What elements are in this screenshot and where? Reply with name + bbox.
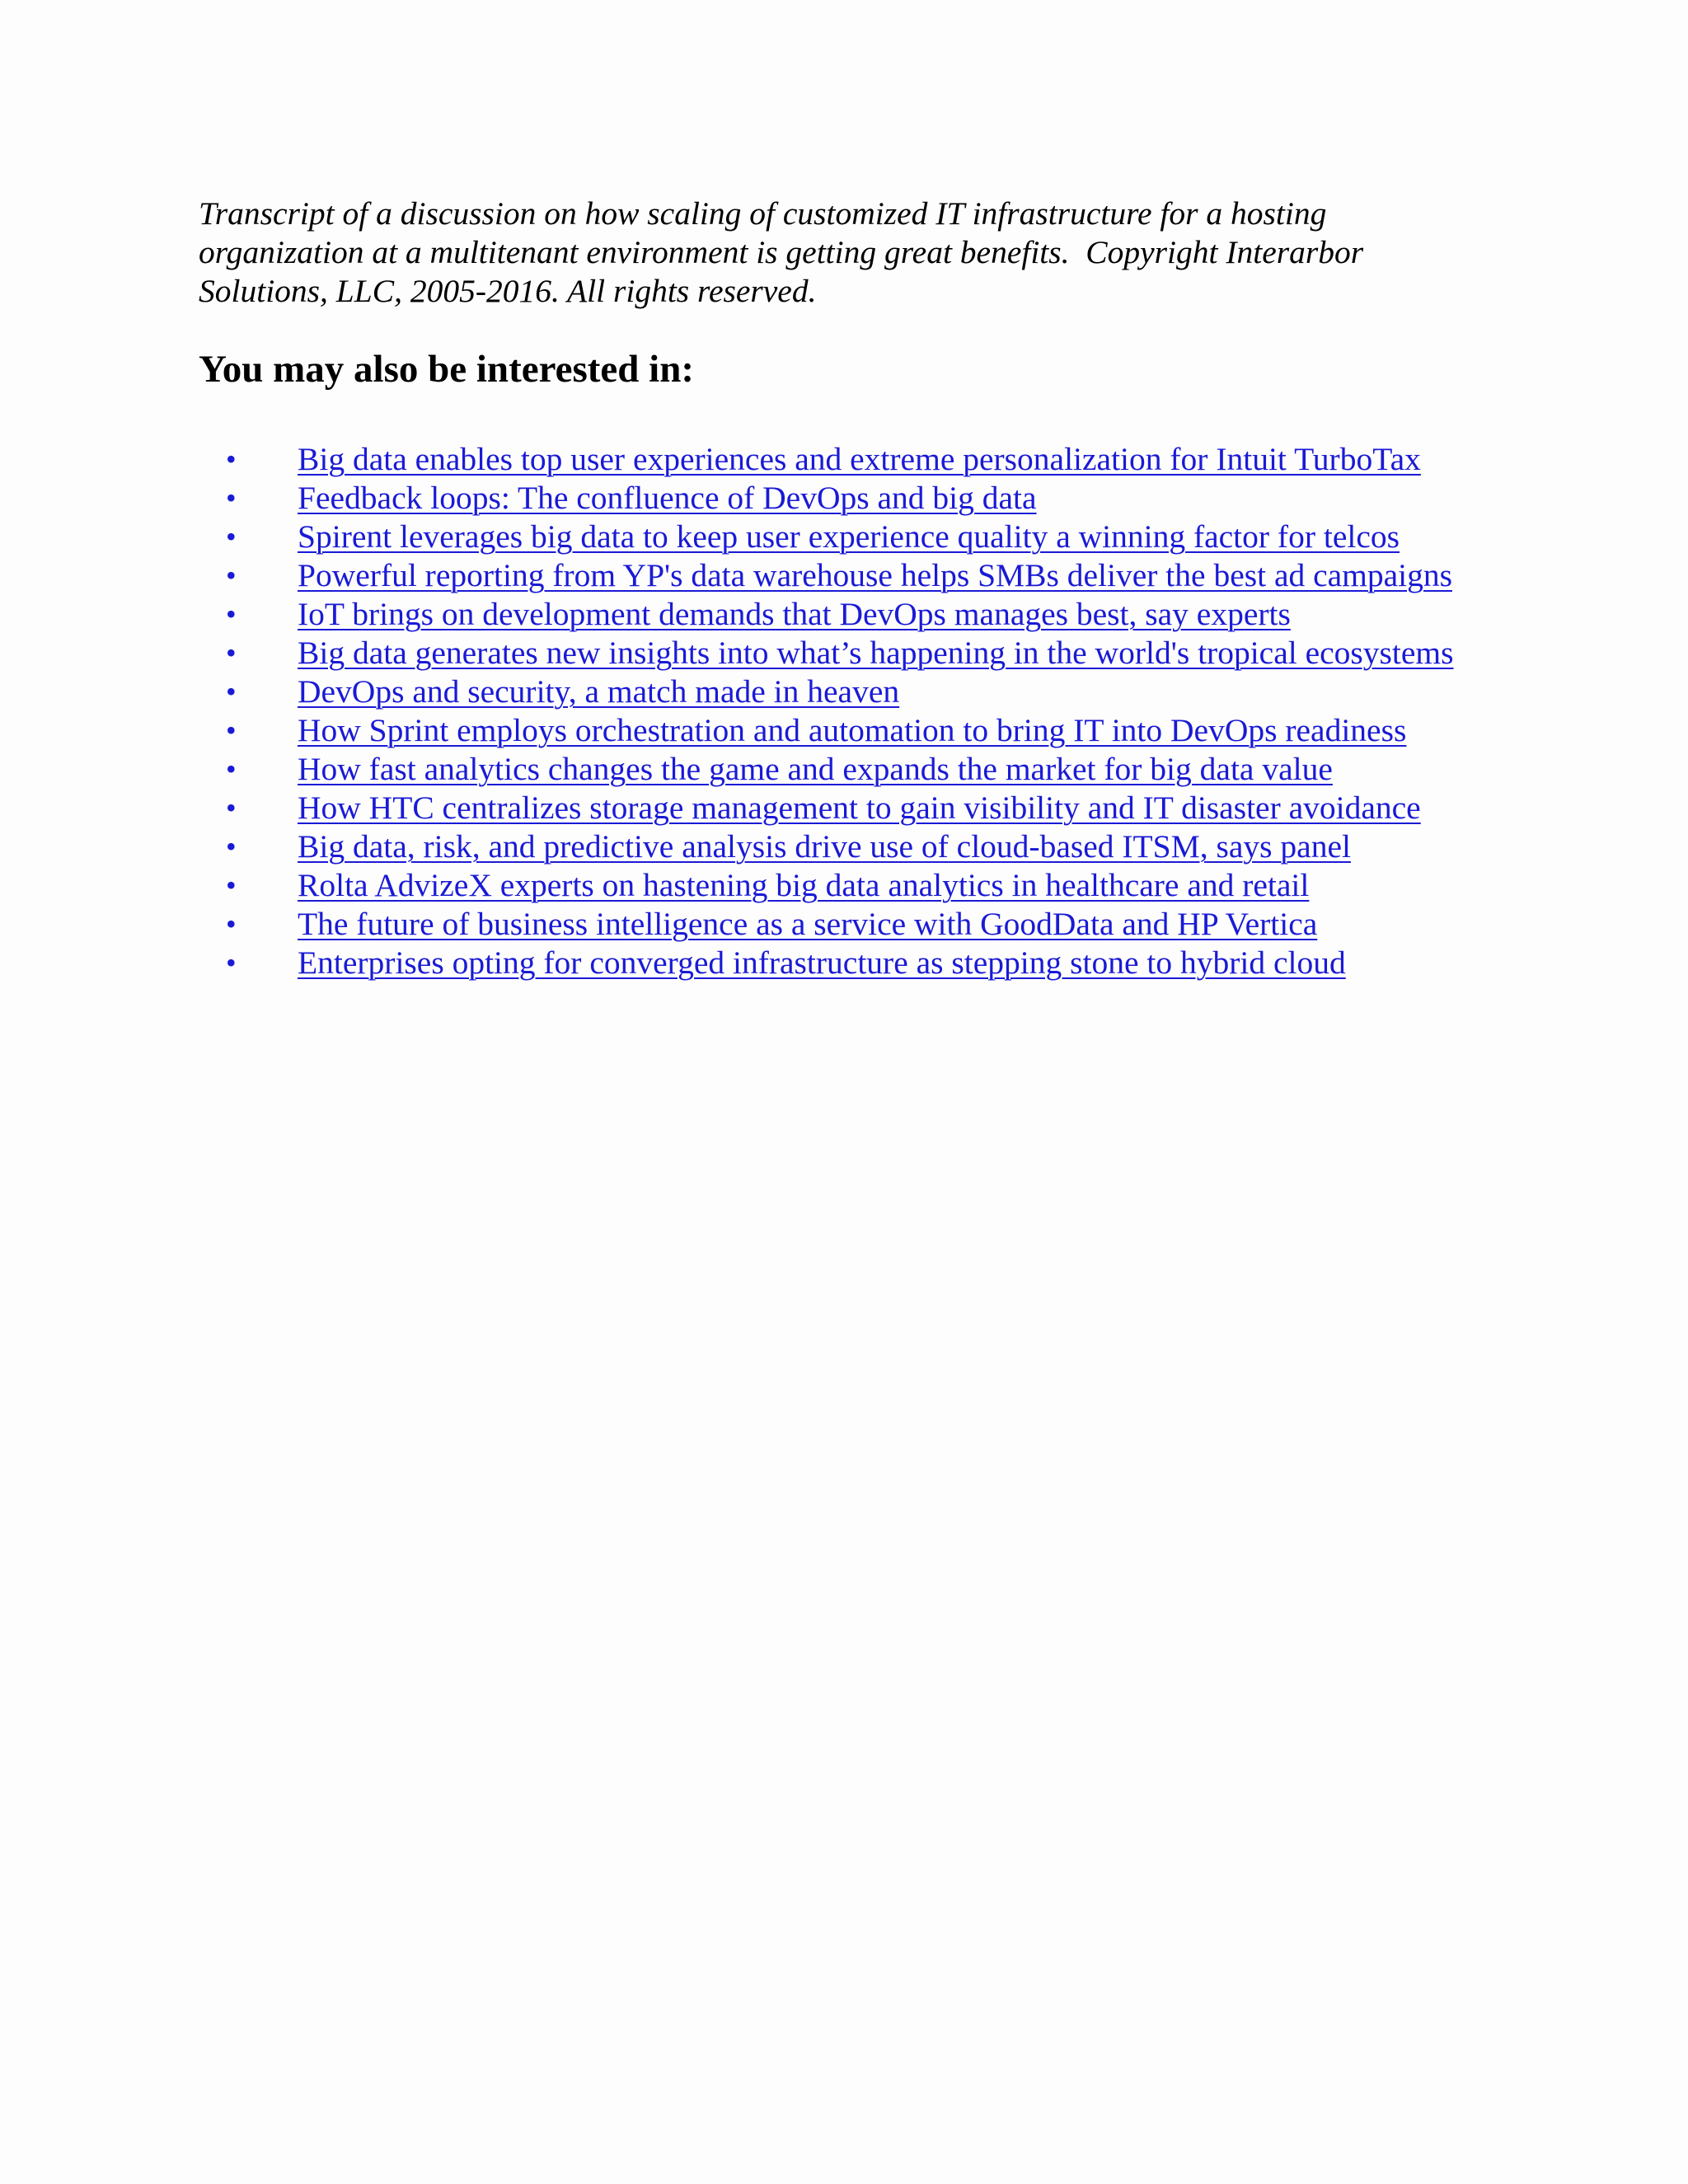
intro-line-3: Solutions, LLC, 2005-2016. All rights reserved. bbox=[199, 273, 817, 309]
related-link[interactable]: The future of business intelligence as a service with GoodData and HP Vertica bbox=[298, 906, 1318, 942]
related-link[interactable]: How HTC centralizes storage management to gain visibility and IT disaster avoidance bbox=[298, 790, 1421, 826]
list-item bbox=[199, 479, 1501, 518]
related-link[interactable]: Big data, risk, and predictive analysis drive use of cloud-based ITSM, says panel bbox=[298, 828, 1351, 865]
bullet-icon: • bbox=[226, 714, 237, 747]
bullet-icon: • bbox=[226, 869, 237, 902]
bullet-icon: • bbox=[226, 443, 237, 476]
list-item bbox=[199, 440, 1501, 479]
transcript-intro bbox=[199, 194, 1501, 311]
intro-line-1: Transcript of a discussion on how scaling of customized IT infrastructure for a hosting bbox=[199, 195, 1327, 232]
bullet-icon: • bbox=[226, 946, 237, 979]
bullet-icon: • bbox=[226, 559, 237, 592]
bullet-icon: • bbox=[226, 830, 237, 863]
list-item bbox=[199, 750, 1501, 789]
list-item bbox=[199, 711, 1501, 750]
bullet-icon: • bbox=[226, 481, 237, 514]
list-item bbox=[199, 866, 1501, 905]
bullet-icon: • bbox=[226, 907, 237, 940]
bullet-icon: • bbox=[226, 752, 237, 785]
list-item bbox=[199, 673, 1501, 711]
bullet-icon: • bbox=[226, 598, 237, 630]
related-links-list bbox=[199, 440, 1501, 982]
related-link[interactable]: Enterprises opting for converged infrastructure as stepping stone to hybrid cloud bbox=[298, 944, 1346, 981]
related-link[interactable]: How Sprint employs orchestration and automation to bring IT into DevOps readiness bbox=[298, 712, 1407, 748]
document-page bbox=[199, 194, 1501, 982]
list-item bbox=[199, 827, 1501, 866]
related-link[interactable]: Big data enables top user experiences and extreme personalization for Intuit TurboTax bbox=[298, 441, 1421, 477]
related-link[interactable]: Powerful reporting from YP's data warehouse helps SMBs deliver the best ad campaigns bbox=[298, 557, 1453, 593]
list-item bbox=[199, 789, 1501, 827]
related-link[interactable]: Rolta AdvizeX experts on hastening big data analytics in healthcare and retail bbox=[298, 867, 1310, 903]
list-item bbox=[199, 905, 1501, 944]
list-item bbox=[199, 944, 1501, 982]
related-link[interactable]: Feedback loops: The confluence of DevOps and big data bbox=[298, 480, 1037, 516]
list-item bbox=[199, 556, 1501, 595]
bullet-icon: • bbox=[226, 791, 237, 824]
bullet-icon: • bbox=[226, 520, 237, 553]
list-item bbox=[199, 518, 1501, 556]
related-link[interactable]: Spirent leverages big data to keep user experience quality a winning factor for telcos bbox=[298, 518, 1400, 555]
bullet-icon: • bbox=[226, 636, 237, 669]
related-link[interactable]: DevOps and security, a match made in heaven bbox=[298, 673, 900, 710]
list-item bbox=[199, 595, 1501, 634]
intro-line-2: organization at a multitenant environment is getting great benefits. Copyright Interarbor bbox=[199, 234, 1364, 270]
related-link[interactable]: IoT brings on development demands that DevOps manages best, say experts bbox=[298, 596, 1291, 632]
related-link[interactable]: Big data generates new insights into what’s happening in the world's tropical ecosystems bbox=[298, 635, 1454, 671]
related-heading: You may also be interested in: bbox=[199, 348, 694, 391]
bullet-icon: • bbox=[226, 675, 237, 708]
related-link[interactable]: How fast analytics changes the game and expands the market for big data value bbox=[298, 751, 1333, 787]
list-item bbox=[199, 634, 1501, 673]
